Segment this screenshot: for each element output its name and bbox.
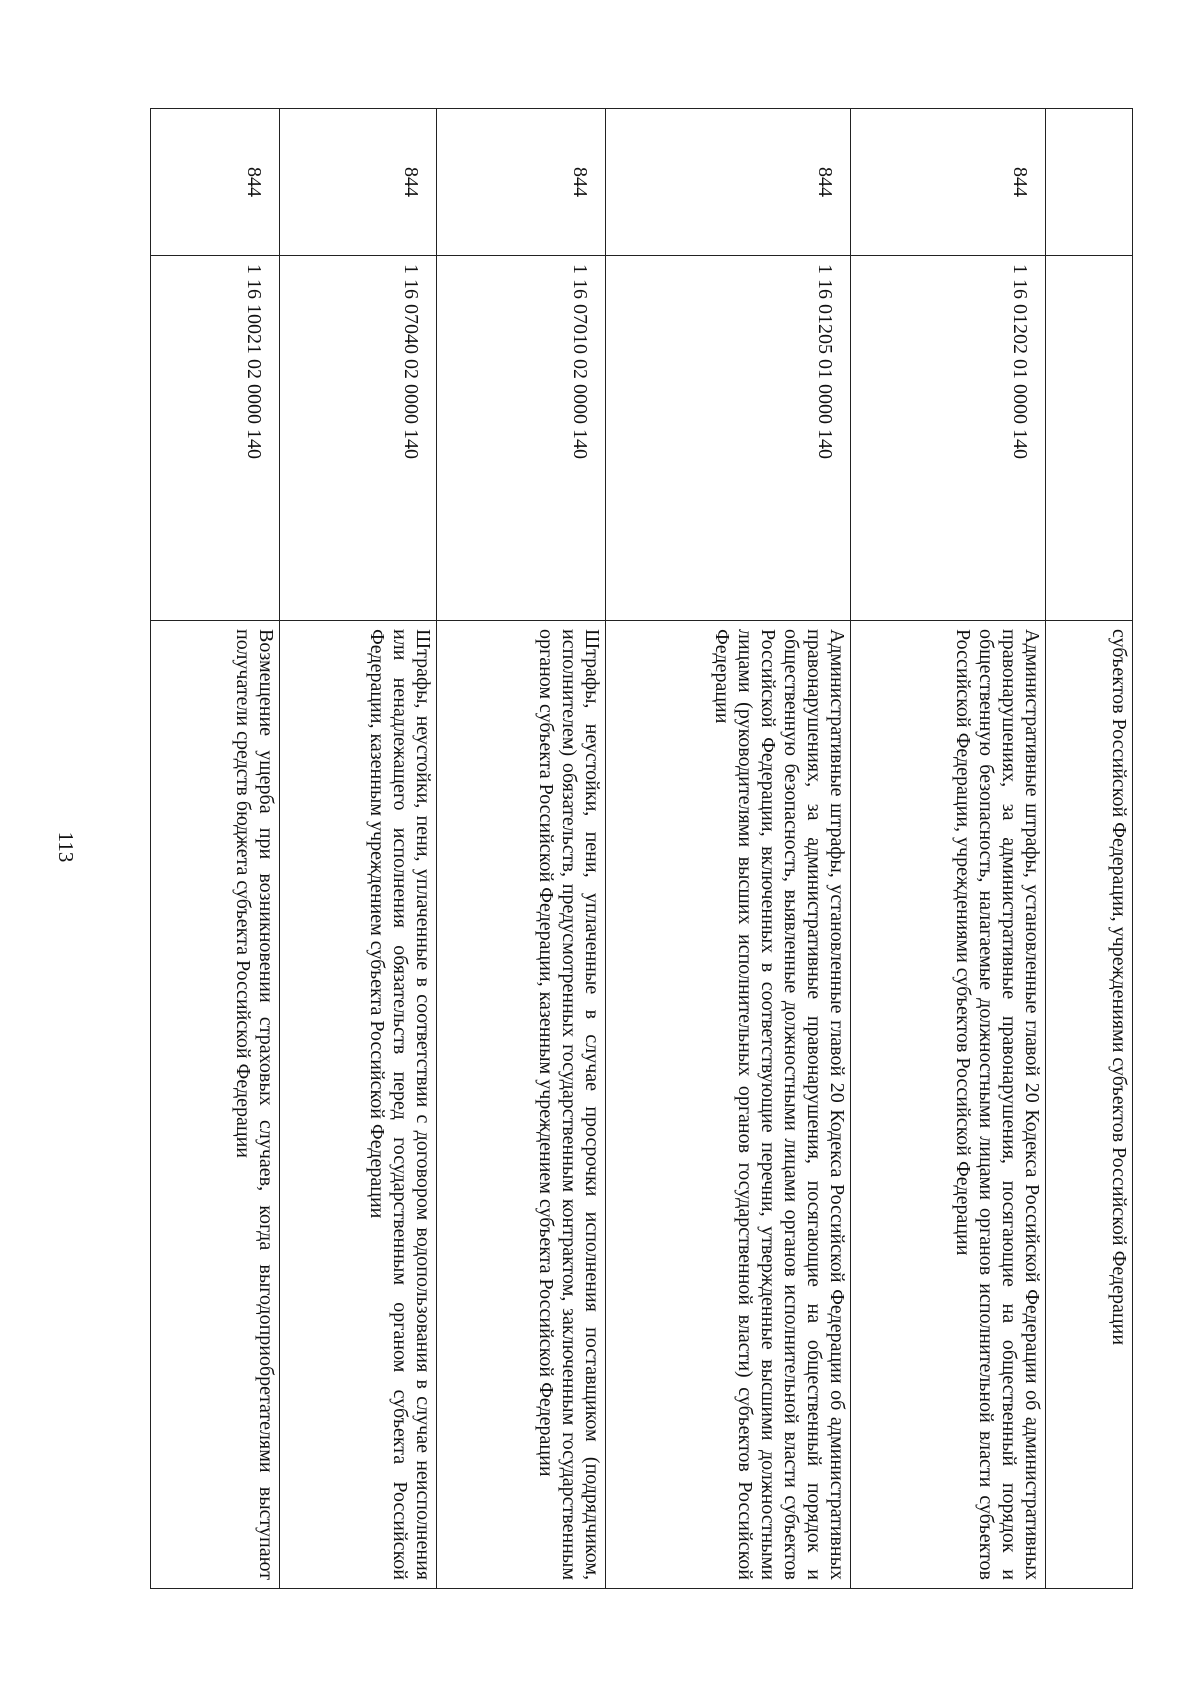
kbk-code-cell: 1 16 07040 02 0000 140 (280, 256, 437, 621)
revenue-codes-table-container (133, 108, 1133, 1588)
table-row (437, 109, 606, 1589)
kbk-code-cell (1046, 256, 1133, 621)
admin-code-cell: 844 (437, 109, 606, 256)
table-row (851, 109, 1046, 1589)
description-cell: Штрафы, неустойки, пени, уплаченные в случае просрочки исполнения поставщиком (подрядчиком, исполнителем) обязательств, предусмотренных государственным контрактом, заключенным государственным органом субъекта Российской Федерации, казенным учреждением субъекта Российской Федерации (437, 621, 606, 1589)
description-cell: Возмещение ущерба при возникновении страховых случаев, когда выгодоприобретателями выступают получатели средств бюджета субъекта Российской Федерации (151, 621, 280, 1589)
description-cell: Административные штрафы, установленные главой 20 Кодекса Российской Федерации об административных правонарушениях, за административные правонарушения, посягающие на общественный порядок и общественную безопасность, налагаемые должностными лицами органов исполнительной власти субъектов Российской Федерации, учреждениями субъектов Российской Федерации (851, 621, 1046, 1589)
kbk-code-cell: 1 16 01202 01 0000 140 (851, 256, 1046, 621)
table-row (280, 109, 437, 1589)
page-number: 113 (54, 831, 78, 863)
revenue-codes-table (150, 108, 1133, 1589)
table-row (1046, 109, 1133, 1589)
table-row (606, 109, 851, 1589)
admin-code-cell: 844 (606, 109, 851, 256)
admin-code-cell (1046, 109, 1133, 256)
kbk-code-cell: 1 16 10021 02 0000 140 (151, 256, 280, 621)
kbk-code-cell: 1 16 07010 02 0000 140 (437, 256, 606, 621)
admin-code-cell: 844 (151, 109, 280, 256)
description-cell: Штрафы, неустойки, пени, уплаченные в соответствии с договором водопользования в случае неисполнения или ненадлежащего исполнения обязательств перед государственным органом субъекта Российской Федерации, казенным учреждением субъекта Российской Федерации (280, 621, 437, 1589)
table-row (151, 109, 280, 1589)
description-cell: Административные штрафы, установленные главой 20 Кодекса Российской Федерации об административных правонарушениях, за административные правонарушения, посягающие на общественный порядок и общественную безопасность, выявленные должностными лицами органов исполнительной власти субъектов Российской Федерации, включенных в соответствующие перечни, утвержденные высшими должностными лицами (руководителями высших исполнительных органов государственной власти) субъектов Российской Федерации (606, 621, 851, 1589)
description-cell: субъектов Российской Федерации, учреждениями субъектов Российской Федерации (1046, 621, 1133, 1589)
kbk-code-cell: 1 16 01205 01 0000 140 (606, 256, 851, 621)
admin-code-cell: 844 (851, 109, 1046, 256)
admin-code-cell: 844 (280, 109, 437, 256)
